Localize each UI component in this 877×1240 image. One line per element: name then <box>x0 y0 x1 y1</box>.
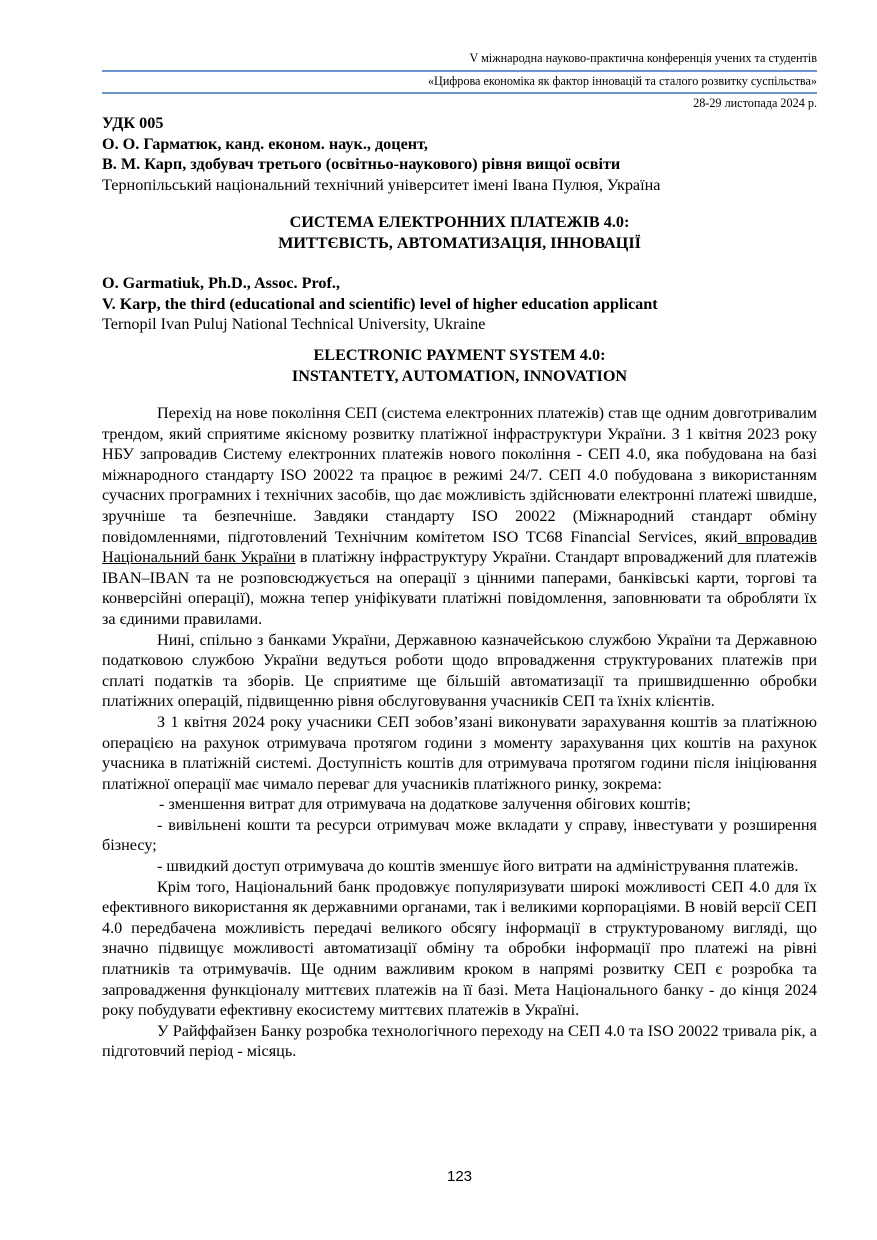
en-title-line-1: ELECTRONIC PAYMENT SYSTEM 4.0: <box>313 346 606 364</box>
body-text <box>102 403 817 1062</box>
list-item-3: - швидкий доступ отримувача до коштів зменшує його витрати на адміністрування платежів. <box>157 857 799 876</box>
paragraph-3: З 1 квітня 2024 року учасники СЕП зобов’язані виконувати зарахування коштів за платіжною операцією на рахунок отримувача протягом години з моменту зарахування цих коштів на рахунок учасника в платіжній системі. Доступність коштів для отримувача протягом години після ініціювання платіжної операції має чимало переваг для учасників платіжного ринку, зокрема: <box>102 712 817 793</box>
running-header-dates: 28-29 листопада 2024 р. <box>693 96 817 110</box>
ua-affiliation: Тернопільський національний технічний університет імені Івана Пулюя, Україна <box>102 175 661 194</box>
ua-authors-block <box>102 113 817 195</box>
running-header-theme: «Цифрова економіка як фактор інновацій та сталого розвитку суспільства» <box>427 74 817 88</box>
paragraph-2: Нині, спільно з банками України, Державною казначейською службою України та Державною податковою службою України ведуться роботи щодо впровадження структурованих платежів при сплаті податків та зборів. Це сприятиме ще більшій автоматизації та пришвидшенню обробки платіжних операцій, підвищенню рівня обслуговування учасників СЕП та їхніх клієнтів. <box>102 630 817 711</box>
running-header-conference: V міжнародна науково-практична конференція учених та студентів <box>469 51 817 65</box>
ua-paper-title <box>102 212 817 253</box>
ua-author-2: В. М. Карп, здобувач третього (освітньо-наукового) рівня вищої освіти <box>102 155 621 174</box>
paragraph-1-text-b: в платіжну інфраструктуру України. Стандарт впроваджений для платежів IBAN–IBAN та не розповсюджується на операції з цінними паперами, банківські карти, торгові та конверсійні операції), можна тепер уніфікувати платіжні повідомлення, заповнювати та обробляти їх за єдиними правилами. <box>102 548 817 628</box>
en-authors-block <box>102 273 817 335</box>
paragraph-5: У Райффайзен Банку розробка технологічного переходу на СЕП 4.0 та ISO 20022 тривала рік, а підготовчий період - місяць. <box>102 1021 817 1061</box>
header-rule-top <box>102 70 817 72</box>
ua-author-1: О. О. Гарматюк, канд. економ. наук., доцент, <box>102 134 428 153</box>
udk-code: УДК 005 <box>102 114 164 132</box>
ua-title-line-2: МИТТЄВІСТЬ, АВТОМАТИЗАЦІЯ, ІННОВАЦІЇ <box>278 233 641 252</box>
paragraph-1-text-a: Перехід на нове покоління СЕП (система електронних платежів) став ще одним довготривалим трендом, який сприятиме якісному розвитку платіжної інфраструктури України. З 1 квітня 2023 року НБУ запровадив Систему електронних платежів нового покоління - СЕП 4.0, яка побудована на базі міжнародного стандарту ISO 20022 та працює в режимі 24/7. СЕП 4.0 побудована з використанням сучасних програмних і технічних засобів, що дає можливість здійснювати електронні платежі швидше, зручніше та безпечніше. Завдяки стандарту ISO 20022 (Міжнародний стандарт обміну повідомленнями, підготовлений Технічним комітетом ISO TC68 Financial Services, який <box>102 404 817 546</box>
underlined-link-nbu: впровадив Національний банк України <box>102 527 817 567</box>
header-rule-bottom <box>102 92 817 94</box>
en-paper-title <box>102 345 817 386</box>
en-author-2: V. Karp, the third (educational and scientific) level of higher education applicant <box>102 294 658 313</box>
en-title-line-2: INSTANTETY, AUTOMATION, INNOVATION <box>291 366 628 385</box>
paragraph-1 <box>102 403 817 630</box>
en-author-1: O. Garmatiuk, Ph.D., Assoc. Prof., <box>102 274 341 292</box>
list-item-2: - вивільнені кошти та ресурси отримувач може вкладати у справу, інвестувати у розширення бізнесу; <box>102 815 817 855</box>
list-item-1: - зменшення витрат для отримувача на додаткове залучення обігових коштів; <box>159 795 691 814</box>
page-number: 123 <box>446 1168 473 1185</box>
paragraph-4: Крім того, Національний банк продовжує популяризувати широкі можливості СЕП 4.0 для їх ефективного використання як державними органами, так і великими корпораціями. В новій версії СЕП 4.0 передбачена можливість передачі великого обсягу інформації в структурованому вигляді, що значно підвищує можливості автоматизації обміну та обробки інформації про платежі на рівні платників та отримувачів. Ще одним важливим кроком в напрямі розвитку СЕП є розробка та запровадження функціоналу миттєвих платежів на її базі. Мета Національного банку - до кінця 2024 року побудувати ефективну екосистему миттєвих платежів в Україні. <box>102 877 817 1020</box>
en-affiliation: Ternopil Ivan Puluj National Technical University, Ukraine <box>102 315 486 334</box>
ua-title-line-1: СИСТЕМА ЕЛЕКТРОННИХ ПЛАТЕЖІВ 4.0: <box>289 213 630 231</box>
